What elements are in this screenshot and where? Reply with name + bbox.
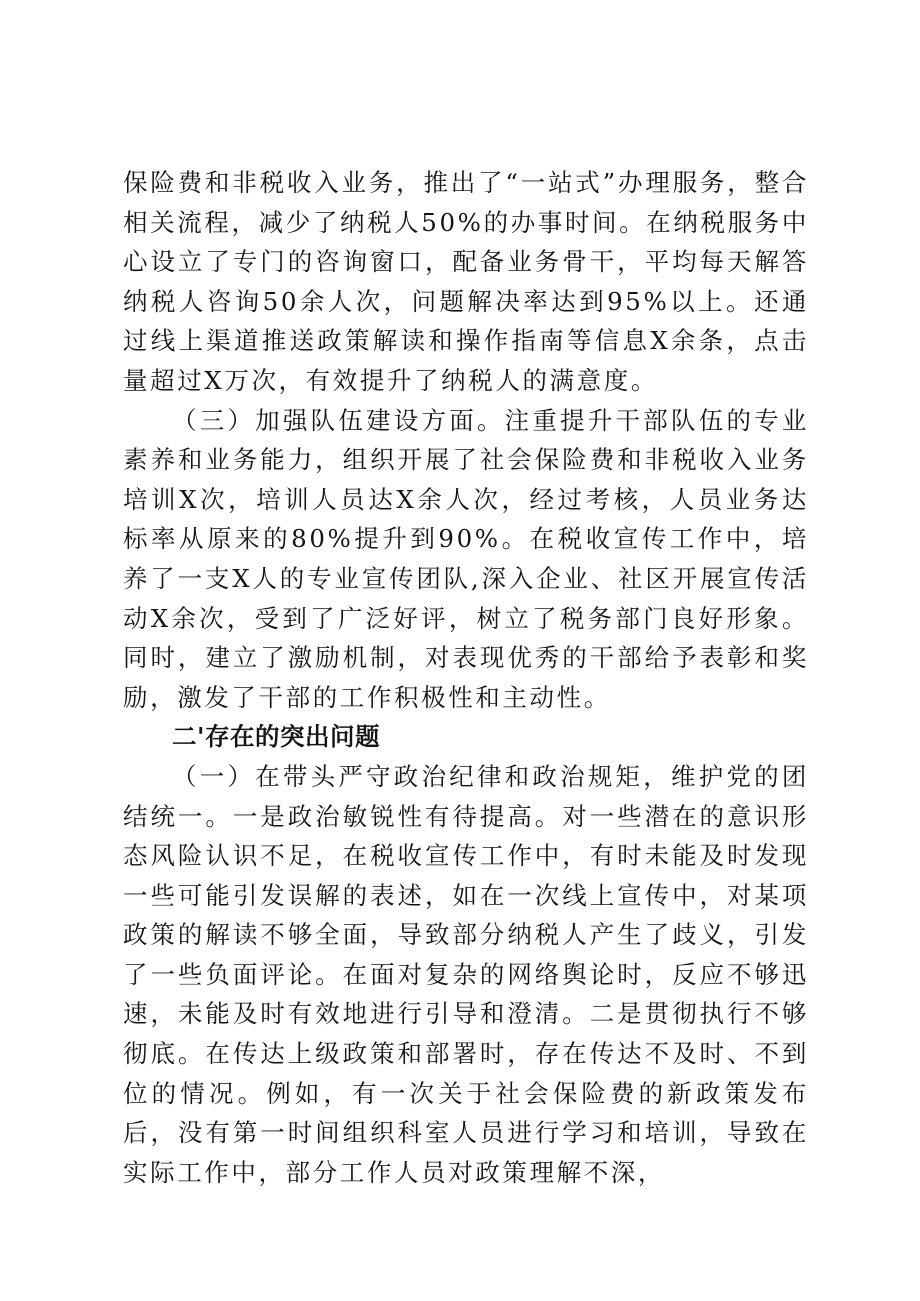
paragraph-continued: 保险费和非税收入业务，推出了“一站式”办理服务，整合相关流程，减少了纳税人50%的办事时间。在纳税服务中心设立了专门的咨询窗口，配备业务骨干，平均每天解答纳税人咨询50余人次，问题解决率达到95%以上。还通过线上渠道推送政策解读和操作指南等信息X余条，点击量超过X万次，有效提升了纳税人的满意度。	[123, 168, 809, 395]
section-heading: 二'存在的突出问题	[172, 722, 380, 752]
paragraph-political-discipline: （一）在带头严守政治纪律和政治规矩，维护党的团结统一。一是政治敏锐性有待提高。对一些潜在的意识形态风险认识不足，在税收宣传工作中，有时未能及时发现一些可能引发误解的表述，如在一次线上宣传中，对某项政策的解读不够全面，导致部分纳税人产生了歧义，引发了一些负面评论。在面对复杂的网络舆论时，反应不够迅速，未能及时有效地进行引导和澄清。二是贯彻执行不够彻底。在传达上级政策和部署时，存在传达不及时、不到位的情况。例如，有一次关于社会保险费的新政策发布后，没有第一时间组织科室人员进行学习和培训，导致在实际工作中，部分工作人员对政策理解不深，	[123, 761, 809, 1187]
paragraph-team-building: （三）加强队伍建设方面。注重提升干部队伍的专业素养和业务能力，组织开展了社会保险费和非税收入业务培训X次，培训人员达X余人次，经过考核，人员业务达标率从原来的80%提升到90%。在税收宣传工作中，培养了一支X人的专业宣传团队,深入企业、社区开展宣传活动X余次，受到了广泛好评，树立了税务部门良好形象。同时，建立了激励机制，对表现优秀的干部给予表彰和奖励，激发了干部的工作积极性和主动性。	[123, 405, 809, 712]
document-body	[123, 163, 809, 1192]
